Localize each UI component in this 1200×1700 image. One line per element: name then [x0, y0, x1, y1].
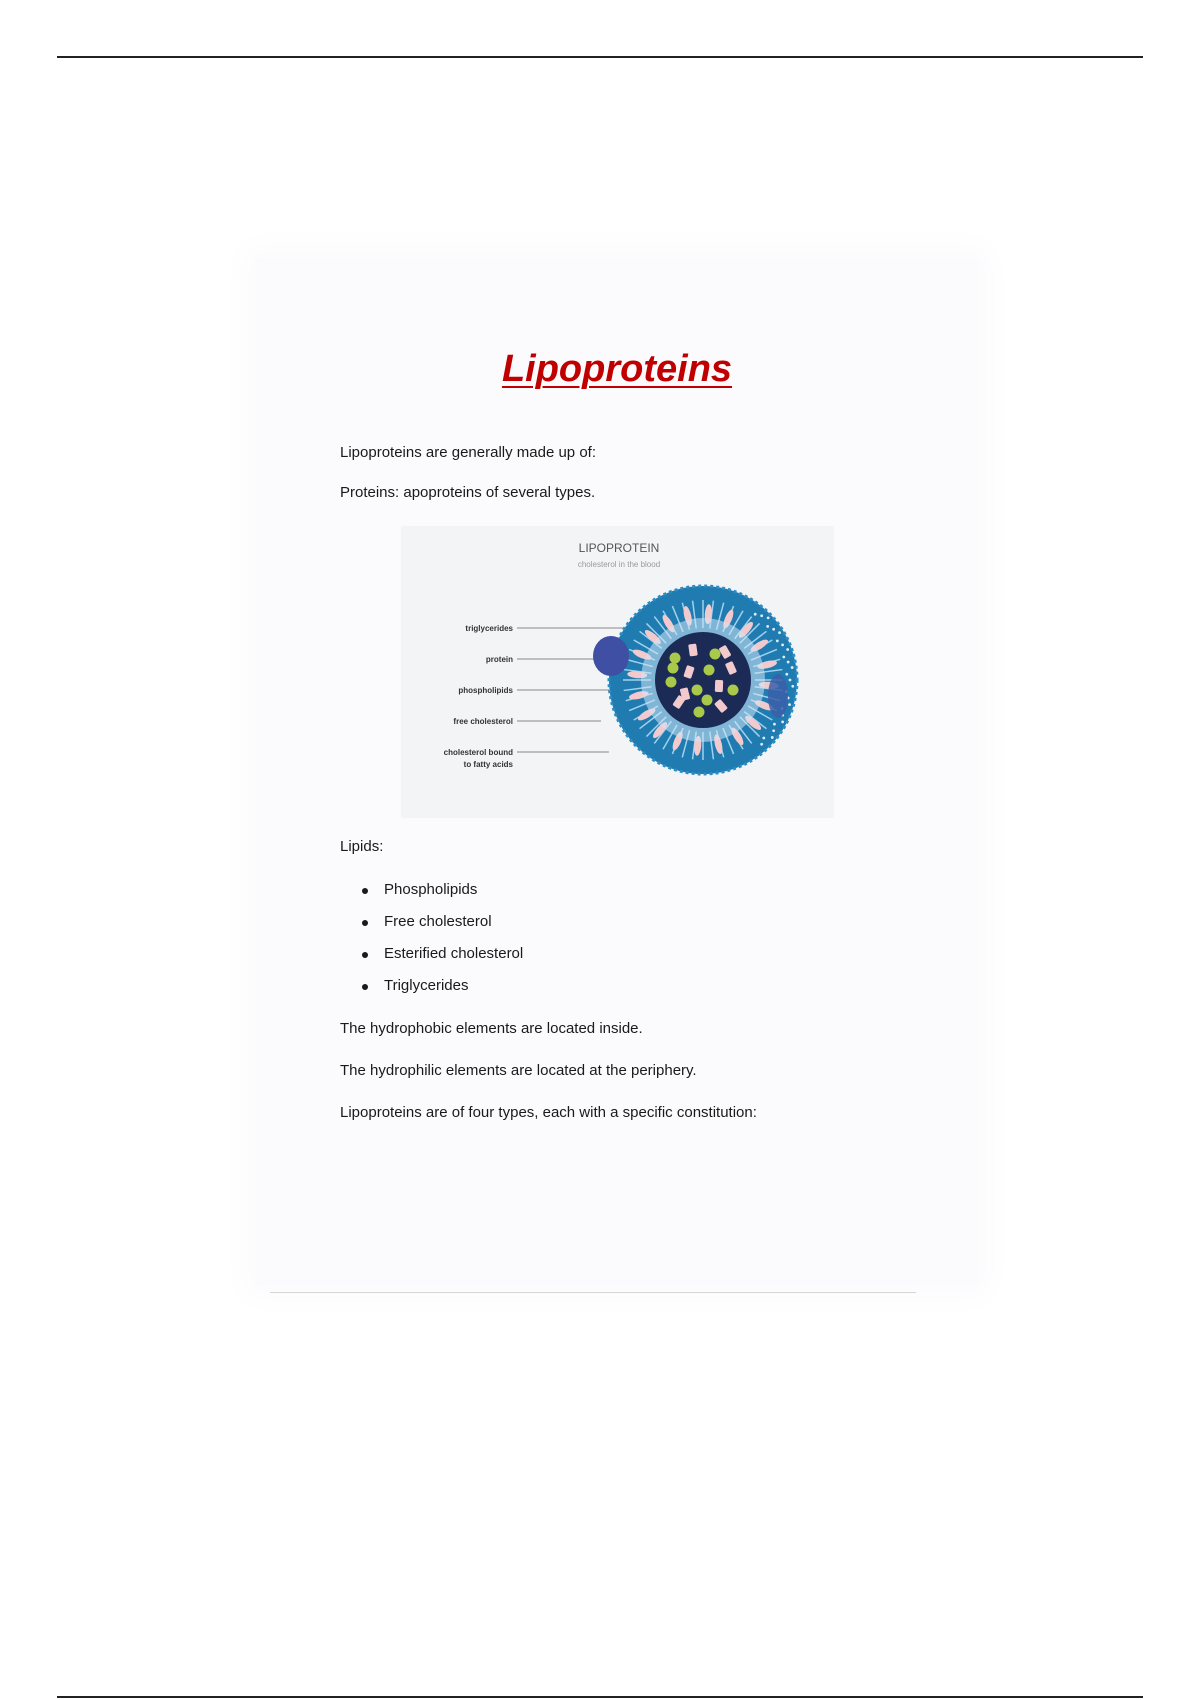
list-item: Esterified cholesterol	[362, 942, 523, 966]
core-bead	[670, 653, 681, 664]
list-item: Phospholipids	[362, 878, 523, 902]
shell-dot	[791, 685, 794, 688]
lipoprotein-diagram	[401, 526, 834, 818]
lipids-heading: Lipids:	[340, 838, 384, 855]
document-page	[256, 258, 978, 1286]
core-block	[688, 644, 698, 657]
shell-dot	[766, 625, 769, 628]
label-cholesterol-bound-2: to fatty acids	[463, 760, 513, 769]
page-bottom-rule	[270, 1292, 916, 1293]
list-item: Free cholesterol	[362, 910, 523, 934]
proteins-paragraph: Proteins: apoproteins of several types.	[340, 484, 596, 501]
intro-paragraph: Lipoproteins are generally made up of:	[340, 444, 596, 461]
shell-dot	[787, 661, 790, 664]
label-free-cholesterol: free cholesterol	[453, 717, 513, 726]
core-bead	[694, 707, 705, 718]
shell-dot	[789, 679, 792, 682]
types-paragraph: Lipoproteins are of four types, each with a specific constitution:	[340, 1104, 757, 1121]
figure-title: LIPOPROTEIN	[578, 541, 660, 555]
shell-dot	[771, 736, 774, 739]
shell-dot	[778, 631, 781, 634]
label-protein: protein	[485, 655, 513, 664]
hydrophilic-paragraph: The hydrophilic elements are located at the periphery.	[340, 1062, 697, 1079]
label-cholesterol-bound-1: cholesterol bound	[443, 748, 513, 757]
list-item: Triglycerides	[362, 974, 523, 998]
shell-dot	[781, 721, 784, 724]
figure-subtitle: cholesterol in the blood	[577, 560, 661, 569]
footer-rule	[57, 1696, 1143, 1698]
shell-dot	[754, 613, 757, 616]
header-rule	[57, 56, 1143, 58]
shell-dot	[788, 703, 791, 706]
protein-blob	[593, 636, 629, 676]
shell-dot	[760, 614, 763, 617]
shell-dot	[791, 666, 794, 669]
shell-dot	[767, 616, 770, 619]
shell-dot	[782, 656, 785, 659]
label-phospholipids: phospholipids	[458, 686, 513, 695]
core-bead	[704, 665, 715, 676]
core-bead	[710, 649, 721, 660]
shell-dot	[781, 643, 784, 646]
core-bead	[692, 685, 703, 696]
lipids-list	[362, 878, 523, 1006]
shell-dot	[776, 639, 779, 642]
shell-dot	[762, 737, 765, 740]
core-bead	[728, 685, 739, 696]
hydrophobic-paragraph: The hydrophobic elements are located inside.	[340, 1020, 643, 1037]
core-bead	[668, 663, 679, 674]
page-title: Lipoproteins	[501, 348, 733, 390]
shell-dot	[772, 628, 775, 631]
shell-dot	[785, 673, 788, 676]
core-bead	[702, 695, 713, 706]
shell-dot	[772, 729, 775, 732]
core-block	[715, 680, 723, 692]
core-bead	[666, 677, 677, 688]
label-triglycerides: triglycerides	[465, 624, 513, 633]
protein-blob-right	[768, 674, 788, 718]
shell-dot	[760, 743, 763, 746]
shell-dot	[786, 648, 789, 651]
shell-dot	[773, 723, 776, 726]
